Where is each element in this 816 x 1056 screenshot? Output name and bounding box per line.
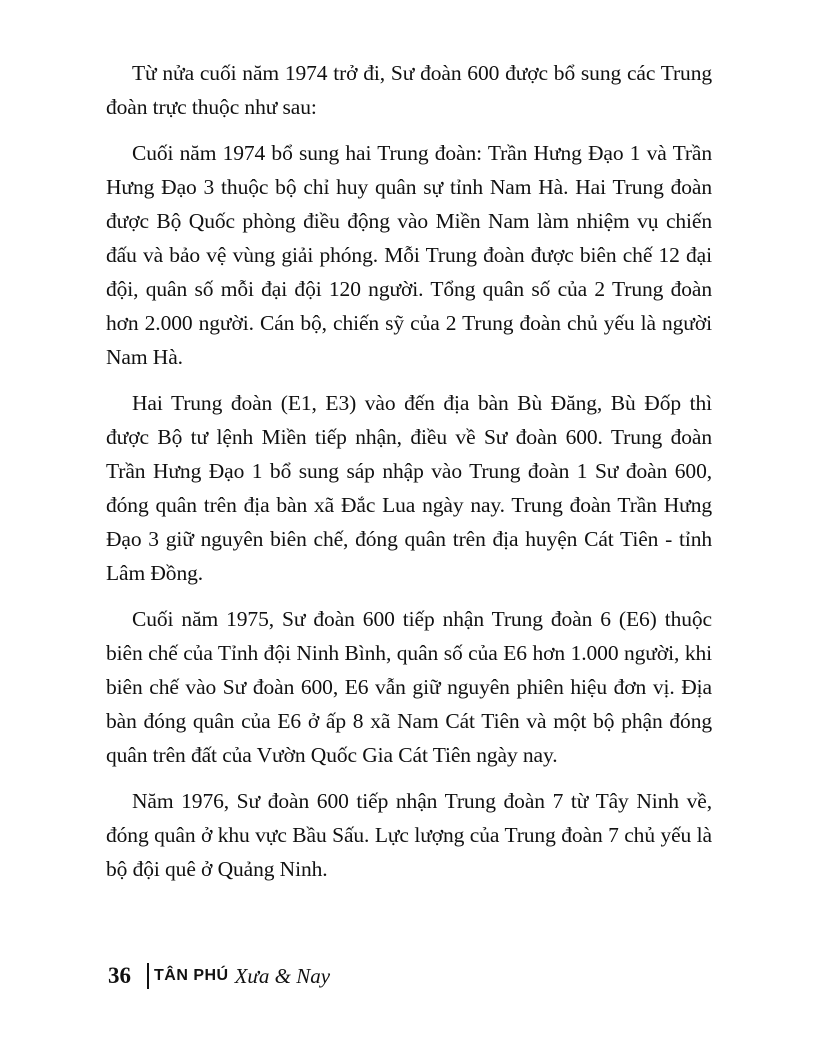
book-title-sub: Xưa & Nay: [234, 963, 331, 988]
paragraph-1: Từ nửa cuối năm 1974 trở đi, Sư đoàn 600 được bổ sung các Trung đoàn trực thuộc như sau:: [106, 61, 712, 119]
footer-divider: [147, 963, 149, 989]
paragraph-5: Năm 1976, Sư đoàn 600 tiếp nhận Trung đoàn 7 từ Tây Ninh về, đóng quân ở khu vực Bầu Sấu. Lực lượng của Trung đoàn 7 chủ yếu là bộ đội quê ở Quảng Ninh.: [106, 789, 712, 881]
paragraph-4: Cuối năm 1975, Sư đoàn 600 tiếp nhận Trung đoàn 6 (E6) thuộc biên chế của Tỉnh đội Ninh Bình, quân số của E6 hơn 1.000 người, khi biên chế vào Sư đoàn 600, E6 vẫn giữ nguyên phiên hiệu đơn vị. Địa bàn đóng quân của E6 ở ấp 8 xã Nam Cát Tiên và một bộ phận đóng quân trên đất của Vườn Quốc Gia Cát Tiên ngày nay.: [106, 607, 712, 767]
page-footer: [108, 963, 330, 989]
paragraph-2: Cuối năm 1974 bổ sung hai Trung đoàn: Trần Hưng Đạo 1 và Trần Hưng Đạo 3 thuộc bộ chỉ huy quân sự tỉnh Nam Hà. Hai Trung đoàn được Bộ Quốc phòng điều động vào Miền Nam làm nhiệm vụ chiến đấu và bảo vệ vùng giải phóng. Mỗi Trung đoàn được biên chế 12 đại đội, quân số mỗi đại đội 120 người. Tổng quân số của 2 Trung đoàn hơn 2.000 người. Cán bộ, chiến sỹ của 2 Trung đoàn chủ yếu là người Nam Hà.: [106, 141, 712, 369]
page-number: 36: [108, 963, 131, 988]
page-body: [106, 56, 712, 898]
book-title-main: TÂN PHÚ: [154, 967, 229, 984]
paragraph-3: Hai Trung đoàn (E1, E3) vào đến địa bàn Bù Đăng, Bù Đốp thì được Bộ tư lệnh Miền tiếp nhận, điều về Sư đoàn 600. Trung đoàn Trần Hưng Đạo 1 bổ sung sáp nhập vào Trung đoàn 1 Sư đoàn 600, đóng quân trên địa bàn xã Đắc Lua ngày nay. Trung đoàn Trần Hưng Đạo 3 giữ nguyên biên chế, đóng quân trên địa huyện Cát Tiên - tỉnh Lâm Đồng.: [106, 391, 712, 585]
